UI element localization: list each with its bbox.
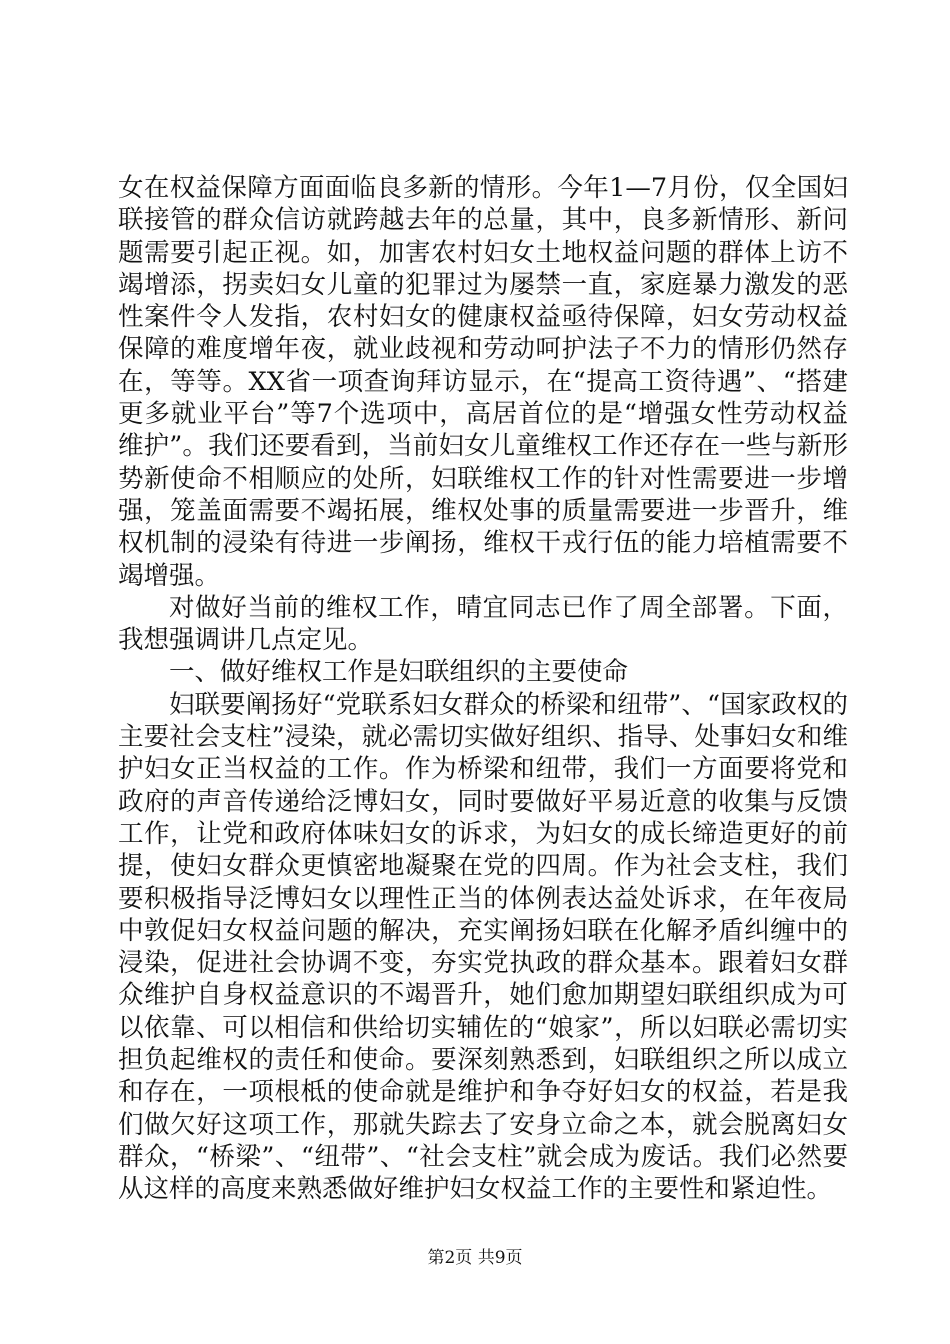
- paragraph-3: 妇联要阐扬好“党联系妇女群众的桥梁和纽带”、“国家政权的主要社会支柱”浸染，就必需切实做好组织、指导、处事妇女和维护妇女正当权益的工作。作为桥梁和纽带，我们一方面要将党和政府的声音传递给泛博妇女，同时要做好平易近意的收集与反馈工作，让党和政府体味妇女的诉求，为妇女的成长缔造更好的前提，使妇女群众更慎密地凝聚在党的四周。作为社会支柱，我们要积极指导泛博妇女以理性正当的体例表达益处诉求，在年夜局中敦促妇女权益问题的解决，充实阐扬妇联在化解矛盾纠缠中的浸染，促进社会协调不变，夯实党执政的群众基本。跟着妇女群众维护自身权益意识的不竭晋升，她们愈加期望妇联组织成为可以依靠、可以相信和供给切实辅佐的“娘家”，所以妇联必需切实担负起维权的责任和使命。要深刻熟悉到，妇联组织之所以成立和存在，一项根柢的使命就是维护和争夺好妇女的权益，若是我们做欠好这项工作，那就失踪去了安身立命之本，就会脱离妇女群众，“桥梁”、“纽带”、“社会支柱”就会成为废话。我们必然要从这样的高度来熟悉做好维护妇女权益工作的主要性和紧迫性。: [118, 689, 848, 1205]
- section-heading: 一、做好维权工作是妇联组织的主要使命: [169, 657, 629, 688]
- paragraph-2: 对做好当前的维权工作，晴宜同志已作了周全部署。下面，我想强调讲几点定见。: [118, 592, 848, 656]
- page-footer: 第2页 共9页: [427, 1248, 523, 1268]
- document-body: [118, 172, 848, 1206]
- paragraph-1: 女在权益保障方面面临良多新的情形。今年1—7月份，仅全国妇联接管的群众信访就跨越去年的总量，其中，良多新情形、新问题需要引起正视。如，加害农村妇女土地权益问题的群体上访不竭增添，拐卖妇女儿童的犯罪过为屡禁一直，家庭暴力激发的恶性案件令人发指，农村妇女的健康权益亟待保障，妇女劳动权益保障的难度增年夜，就业歧视和劳动呵护法子不力的情形仍然存在，等等。XX省一项查询拜访显示，在“提高工资待遇”、“搭建更多就业平台”等7个选项中，高居首位的是“增强女性劳动权益维护”。我们还要看到，当前妇女儿童维权工作还存在一些与新形势新使命不相顺应的处所，妇联维权工作的针对性需要进一步增强，笼盖面需要不竭拓展，维权处事的质量需要进一步晋升，维权机制的浸染有待进一步阐扬，维权干戎行伍的能力培植需要不竭增强。: [118, 173, 848, 591]
